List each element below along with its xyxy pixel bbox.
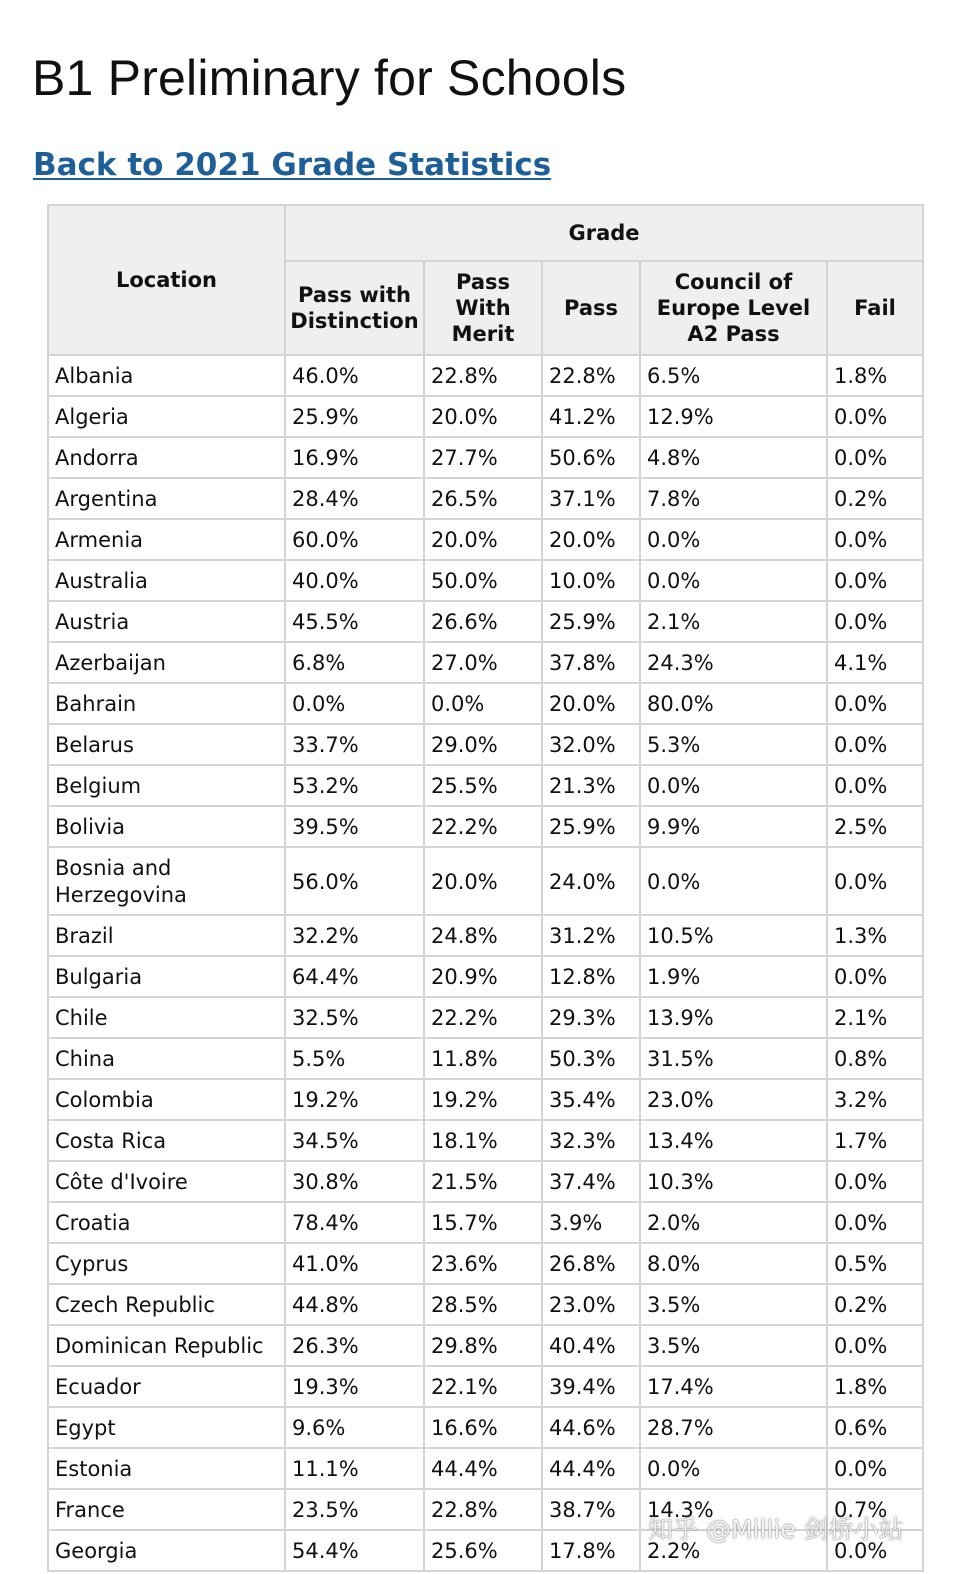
cell-location: Czech Republic	[48, 1284, 285, 1325]
column-header-pass-with-merit: Pass With Merit	[424, 261, 542, 355]
cell-pass-with-distinction: 25.9%	[285, 396, 424, 437]
table-row	[48, 1407, 923, 1448]
cell-location: Algeria	[48, 396, 285, 437]
cell-location: Andorra	[48, 437, 285, 478]
cell-pass-with-merit: 11.8%	[424, 1038, 542, 1079]
cell-pass-with-merit: 26.6%	[424, 601, 542, 642]
cell-a2-pass: 8.0%	[640, 1243, 827, 1284]
cell-a2-pass: 3.5%	[640, 1284, 827, 1325]
cell-fail: 0.0%	[827, 1202, 923, 1243]
cell-pass: 44.6%	[542, 1407, 640, 1448]
cell-pass: 12.8%	[542, 956, 640, 997]
table-row	[48, 1530, 923, 1571]
column-header-pass-with-distinction: Pass with Distinction	[285, 261, 424, 355]
cell-a2-pass: 17.4%	[640, 1366, 827, 1407]
cell-pass: 37.4%	[542, 1161, 640, 1202]
cell-fail: 4.1%	[827, 642, 923, 683]
cell-fail: 0.0%	[827, 1530, 923, 1571]
cell-pass-with-distinction: 6.8%	[285, 642, 424, 683]
table-row	[48, 956, 923, 997]
cell-fail: 1.8%	[827, 355, 923, 396]
cell-pass: 17.8%	[542, 1530, 640, 1571]
cell-fail: 1.8%	[827, 1366, 923, 1407]
cell-a2-pass: 31.5%	[640, 1038, 827, 1079]
table-row	[48, 1120, 923, 1161]
table-row	[48, 601, 923, 642]
cell-pass: 22.8%	[542, 355, 640, 396]
cell-location: Chile	[48, 997, 285, 1038]
cell-pass: 20.0%	[542, 683, 640, 724]
table-row	[48, 560, 923, 601]
cell-a2-pass: 3.5%	[640, 1325, 827, 1366]
cell-fail: 2.5%	[827, 806, 923, 847]
cell-pass-with-merit: 24.8%	[424, 915, 542, 956]
cell-pass-with-distinction: 23.5%	[285, 1489, 424, 1530]
cell-fail: 3.2%	[827, 1079, 923, 1120]
cell-fail: 0.0%	[827, 683, 923, 724]
cell-fail: 0.0%	[827, 1448, 923, 1489]
cell-pass-with-merit: 29.0%	[424, 724, 542, 765]
cell-pass-with-distinction: 16.9%	[285, 437, 424, 478]
cell-pass-with-merit: 16.6%	[424, 1407, 542, 1448]
table-row	[48, 478, 923, 519]
cell-pass-with-distinction: 32.5%	[285, 997, 424, 1038]
cell-a2-pass: 1.9%	[640, 956, 827, 997]
cell-a2-pass: 14.3%	[640, 1489, 827, 1530]
table-row	[48, 1489, 923, 1530]
cell-location: Estonia	[48, 1448, 285, 1489]
cell-pass-with-distinction: 40.0%	[285, 560, 424, 601]
cell-pass-with-merit: 22.2%	[424, 806, 542, 847]
cell-location: Albania	[48, 355, 285, 396]
cell-location: Costa Rica	[48, 1120, 285, 1161]
cell-pass: 41.2%	[542, 396, 640, 437]
cell-a2-pass: 6.5%	[640, 355, 827, 396]
cell-location: Bahrain	[48, 683, 285, 724]
watermark: 知乎 @Millie 剑桥小站	[648, 1515, 904, 1544]
cell-a2-pass: 12.9%	[640, 396, 827, 437]
cell-fail: 0.0%	[827, 1161, 923, 1202]
cell-location: Côte d'Ivoire	[48, 1161, 285, 1202]
cell-pass-with-merit: 50.0%	[424, 560, 542, 601]
column-header-fail: Fail	[827, 261, 923, 355]
cell-pass-with-distinction: 30.8%	[285, 1161, 424, 1202]
cell-pass: 39.4%	[542, 1366, 640, 1407]
cell-a2-pass: 2.0%	[640, 1202, 827, 1243]
table-row	[48, 724, 923, 765]
column-header-location: Location	[48, 205, 285, 355]
cell-location: Cyprus	[48, 1243, 285, 1284]
cell-pass-with-merit: 27.7%	[424, 437, 542, 478]
cell-pass-with-distinction: 19.3%	[285, 1366, 424, 1407]
cell-pass-with-merit: 23.6%	[424, 1243, 542, 1284]
cell-pass-with-merit: 21.5%	[424, 1161, 542, 1202]
table-row	[48, 765, 923, 806]
cell-pass-with-distinction: 32.2%	[285, 915, 424, 956]
table-row	[48, 997, 923, 1038]
cell-location: Georgia	[48, 1530, 285, 1571]
cell-pass-with-distinction: 60.0%	[285, 519, 424, 560]
cell-pass-with-merit: 18.1%	[424, 1120, 542, 1161]
cell-pass-with-distinction: 54.4%	[285, 1530, 424, 1571]
cell-location: Brazil	[48, 915, 285, 956]
cell-pass-with-merit: 26.5%	[424, 478, 542, 519]
cell-pass: 20.0%	[542, 519, 640, 560]
cell-a2-pass: 5.3%	[640, 724, 827, 765]
cell-a2-pass: 7.8%	[640, 478, 827, 519]
cell-pass-with-merit: 0.0%	[424, 683, 542, 724]
cell-fail: 0.0%	[827, 956, 923, 997]
cell-fail: 2.1%	[827, 997, 923, 1038]
cell-pass-with-distinction: 64.4%	[285, 956, 424, 997]
cell-pass-with-merit: 20.0%	[424, 396, 542, 437]
cell-a2-pass: 0.0%	[640, 560, 827, 601]
cell-location: Argentina	[48, 478, 285, 519]
cell-fail: 0.7%	[827, 1489, 923, 1530]
cell-pass: 21.3%	[542, 765, 640, 806]
cell-a2-pass: 0.0%	[640, 847, 827, 915]
table-row	[48, 1284, 923, 1325]
cell-pass-with-merit: 20.0%	[424, 519, 542, 560]
cell-pass: 44.4%	[542, 1448, 640, 1489]
table-row	[48, 1161, 923, 1202]
cell-pass-with-distinction: 5.5%	[285, 1038, 424, 1079]
table-row	[48, 806, 923, 847]
cell-pass-with-merit: 20.9%	[424, 956, 542, 997]
cell-pass: 32.0%	[542, 724, 640, 765]
cell-a2-pass: 13.9%	[640, 997, 827, 1038]
cell-pass: 40.4%	[542, 1325, 640, 1366]
cell-pass-with-merit: 22.1%	[424, 1366, 542, 1407]
cell-fail: 0.0%	[827, 519, 923, 560]
cell-pass: 32.3%	[542, 1120, 640, 1161]
cell-location: Ecuador	[48, 1366, 285, 1407]
table-row	[48, 396, 923, 437]
cell-pass-with-merit: 25.5%	[424, 765, 542, 806]
table-row	[48, 915, 923, 956]
cell-pass-with-merit: 25.6%	[424, 1530, 542, 1571]
cell-fail: 0.2%	[827, 1284, 923, 1325]
cell-fail: 0.0%	[827, 847, 923, 915]
cell-location: Bulgaria	[48, 956, 285, 997]
cell-pass: 25.9%	[542, 806, 640, 847]
cell-pass-with-merit: 27.0%	[424, 642, 542, 683]
cell-pass: 10.0%	[542, 560, 640, 601]
cell-pass-with-distinction: 26.3%	[285, 1325, 424, 1366]
cell-a2-pass: 23.0%	[640, 1079, 827, 1120]
cell-pass-with-merit: 44.4%	[424, 1448, 542, 1489]
grade-statistics-table	[47, 204, 924, 1572]
cell-a2-pass: 0.0%	[640, 765, 827, 806]
cell-a2-pass: 2.1%	[640, 601, 827, 642]
cell-pass: 35.4%	[542, 1079, 640, 1120]
cell-pass-with-distinction: 0.0%	[285, 683, 424, 724]
column-header-pass: Pass	[542, 261, 640, 355]
cell-a2-pass: 4.8%	[640, 437, 827, 478]
cell-location: Australia	[48, 560, 285, 601]
cell-pass-with-merit: 19.2%	[424, 1079, 542, 1120]
cell-pass: 29.3%	[542, 997, 640, 1038]
cell-location: Belgium	[48, 765, 285, 806]
cell-fail: 0.2%	[827, 478, 923, 519]
cell-a2-pass: 24.3%	[640, 642, 827, 683]
table-row	[48, 847, 923, 915]
table-row	[48, 683, 923, 724]
cell-location: Croatia	[48, 1202, 285, 1243]
cell-fail: 0.0%	[827, 765, 923, 806]
cell-fail: 1.7%	[827, 1120, 923, 1161]
cell-pass-with-merit: 29.8%	[424, 1325, 542, 1366]
cell-pass: 3.9%	[542, 1202, 640, 1243]
cell-pass: 50.6%	[542, 437, 640, 478]
table-row	[48, 1038, 923, 1079]
cell-fail: 0.5%	[827, 1243, 923, 1284]
cell-pass-with-distinction: 53.2%	[285, 765, 424, 806]
cell-a2-pass: 28.7%	[640, 1407, 827, 1448]
cell-pass: 23.0%	[542, 1284, 640, 1325]
cell-pass-with-merit: 22.8%	[424, 355, 542, 396]
cell-pass: 37.8%	[542, 642, 640, 683]
cell-location: Austria	[48, 601, 285, 642]
cell-a2-pass: 10.3%	[640, 1161, 827, 1202]
table-row	[48, 1366, 923, 1407]
cell-pass-with-distinction: 46.0%	[285, 355, 424, 396]
cell-pass-with-distinction: 34.5%	[285, 1120, 424, 1161]
cell-a2-pass: 9.9%	[640, 806, 827, 847]
cell-fail: 0.0%	[827, 560, 923, 601]
cell-fail: 0.0%	[827, 396, 923, 437]
cell-pass-with-merit: 22.8%	[424, 1489, 542, 1530]
table-row	[48, 642, 923, 683]
back-to-grade-statistics-link[interactable]: Back to 2021 Grade Statistics	[33, 147, 552, 183]
cell-location: Armenia	[48, 519, 285, 560]
cell-pass-with-merit: 20.0%	[424, 847, 542, 915]
cell-pass: 50.3%	[542, 1038, 640, 1079]
column-header-a2-pass: Council of Europe Level A2 Pass	[640, 261, 827, 355]
cell-pass-with-distinction: 39.5%	[285, 806, 424, 847]
cell-pass: 37.1%	[542, 478, 640, 519]
cell-pass-with-distinction: 9.6%	[285, 1407, 424, 1448]
cell-pass-with-merit: 28.5%	[424, 1284, 542, 1325]
table-row	[48, 1243, 923, 1284]
table-row	[48, 1448, 923, 1489]
cell-a2-pass: 2.2%	[640, 1530, 827, 1571]
cell-fail: 0.8%	[827, 1038, 923, 1079]
cell-fail: 1.3%	[827, 915, 923, 956]
table-row	[48, 437, 923, 478]
cell-pass-with-distinction: 44.8%	[285, 1284, 424, 1325]
table-row	[48, 519, 923, 560]
cell-pass-with-distinction: 45.5%	[285, 601, 424, 642]
cell-fail: 0.0%	[827, 724, 923, 765]
cell-pass-with-distinction: 33.7%	[285, 724, 424, 765]
cell-location: Belarus	[48, 724, 285, 765]
cell-pass-with-merit: 22.2%	[424, 997, 542, 1038]
cell-pass-with-distinction: 19.2%	[285, 1079, 424, 1120]
table-row	[48, 1079, 923, 1120]
table-row	[48, 1202, 923, 1243]
cell-fail: 0.0%	[827, 601, 923, 642]
cell-pass: 25.9%	[542, 601, 640, 642]
cell-pass: 24.0%	[542, 847, 640, 915]
cell-location: Egypt	[48, 1407, 285, 1448]
table-row	[48, 1325, 923, 1366]
page-title: B1 Preliminary for Schools	[32, 50, 627, 106]
cell-fail: 0.0%	[827, 437, 923, 478]
cell-pass: 38.7%	[542, 1489, 640, 1530]
cell-pass-with-merit: 15.7%	[424, 1202, 542, 1243]
cell-pass: 31.2%	[542, 915, 640, 956]
cell-a2-pass: 13.4%	[640, 1120, 827, 1161]
cell-fail: 0.6%	[827, 1407, 923, 1448]
cell-location: China	[48, 1038, 285, 1079]
cell-a2-pass: 10.5%	[640, 915, 827, 956]
cell-location: Azerbaijan	[48, 642, 285, 683]
cell-location: Bosnia and Herzegovina	[48, 847, 285, 915]
cell-a2-pass: 80.0%	[640, 683, 827, 724]
cell-pass-with-distinction: 11.1%	[285, 1448, 424, 1489]
cell-pass-with-distinction: 28.4%	[285, 478, 424, 519]
cell-a2-pass: 0.0%	[640, 519, 827, 560]
cell-location: Colombia	[48, 1079, 285, 1120]
cell-location: Dominican Republic	[48, 1325, 285, 1366]
cell-location: Bolivia	[48, 806, 285, 847]
column-group-header-grade: Grade	[285, 205, 923, 261]
cell-pass: 26.8%	[542, 1243, 640, 1284]
cell-a2-pass: 0.0%	[640, 1448, 827, 1489]
cell-location: France	[48, 1489, 285, 1530]
cell-pass-with-distinction: 78.4%	[285, 1202, 424, 1243]
table-row	[48, 355, 923, 396]
cell-pass-with-distinction: 56.0%	[285, 847, 424, 915]
cell-fail: 0.0%	[827, 1325, 923, 1366]
cell-pass-with-distinction: 41.0%	[285, 1243, 424, 1284]
